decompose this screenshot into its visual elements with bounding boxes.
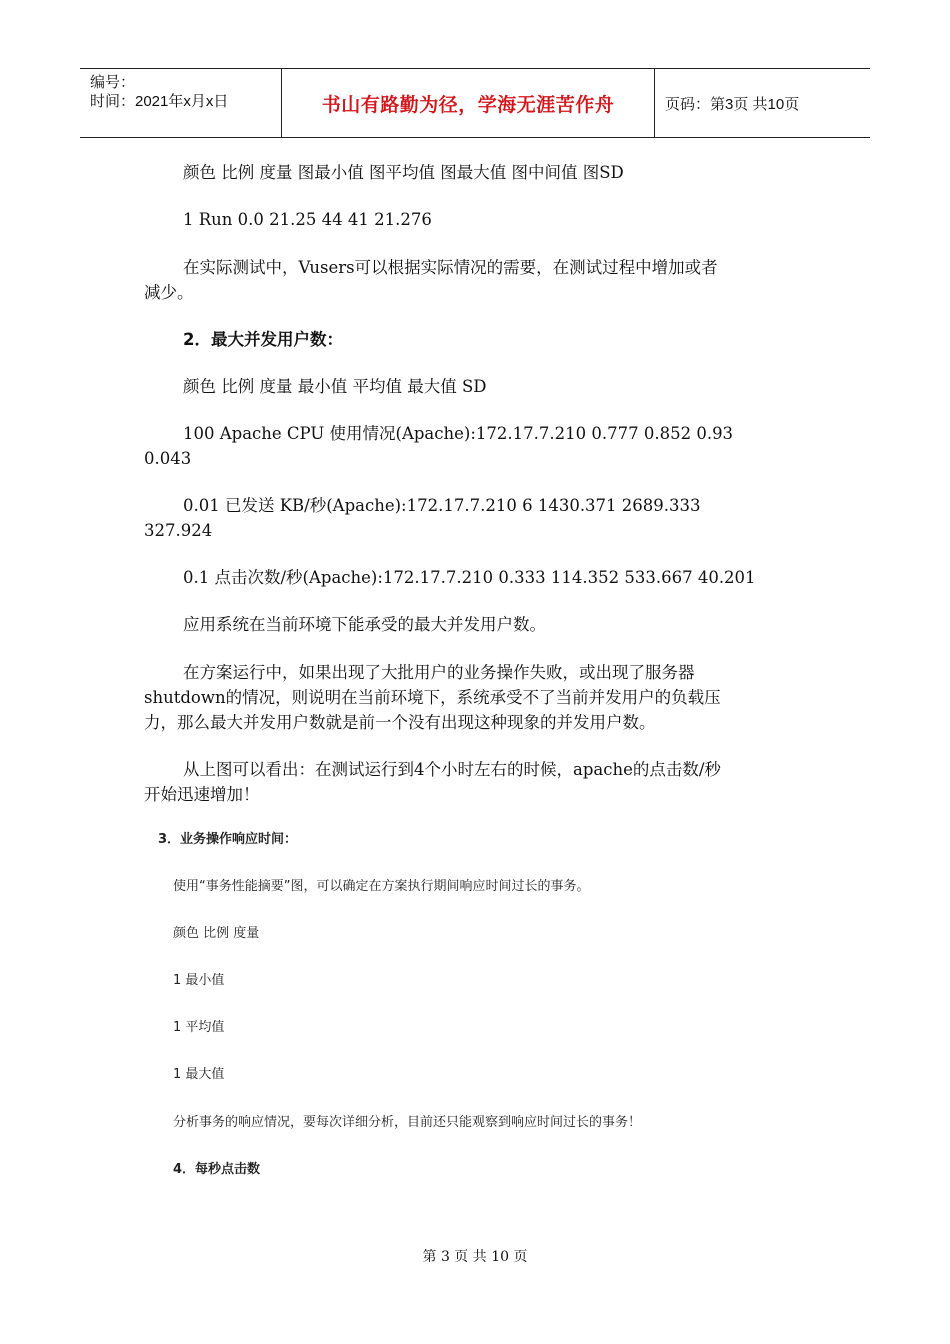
body-line: 0.1 点击次数/秒(Apache):172.17.7.210 0.333 114.352 533.667 40.201 [183, 568, 756, 587]
header-motto: 书山有路勤为径，学海无涯苦作舟 [321, 93, 615, 116]
body-line: 0.01 已发送 KB/秒(Apache):172.17.7.210 6 1430.371 2689.333 [183, 496, 701, 515]
page-footer: 第 3 页 共 10 页 [422, 1249, 528, 1265]
header-meta [90, 73, 228, 111]
body-paragraph: 力，那么最大并发用户数就是前一个没有出现这种现象的并发用户数。 [144, 713, 656, 732]
body-line: 1 Run 0.0 21.25 44 41 21.276 [183, 210, 432, 229]
body-line: 327.924 [144, 521, 213, 540]
body-line-small: 1 最小值 [173, 973, 225, 988]
section-heading: 4．每秒点击数 [173, 1162, 261, 1177]
body-paragraph: 减少。 [144, 283, 194, 302]
body-line: 颜色 比例 度量 最小值 平均值 最大值 SD [183, 377, 487, 396]
body-paragraph: 应用系统在当前环境下能承受的最大并发用户数。 [183, 615, 546, 634]
header-page-info: 页码：第3页 共10页 [665, 95, 800, 113]
section-heading: 3．业务操作响应时间： [158, 832, 298, 847]
header-divider [654, 69, 655, 137]
body-paragraph: 在方案运行中，如果出现了大批用户的业务操作失败，或出现了服务器 [183, 663, 695, 682]
section-heading: 2．最大并发用户数： [183, 330, 343, 349]
body-paragraph: 开始迅速增加！ [144, 785, 260, 804]
body-paragraph: shutdown的情况，则说明在当前环境下，系统承受不了当前并发用户的负载压 [144, 688, 721, 707]
body-line: 0.043 [144, 449, 192, 468]
body-line: 颜色 比例 度量 图最小值 图平均值 图最大值 图中间值 图SD [183, 163, 624, 182]
body-paragraph: 从上图可以看出：在测试运行到4个小时左右的时候，apache的点击数/秒 [183, 760, 721, 779]
body-line: 100 Apache CPU 使用情况(Apache):172.17.7.210 0.777 0.852 0.93 [183, 424, 734, 443]
header-time: 时间：2021年x月x日 [90, 93, 229, 110]
body-line-small: 1 最大值 [173, 1067, 225, 1082]
header-number: 编号： [90, 74, 136, 91]
body-line-small: 分析事务的响应情况，要每次详细分析，目前还只能观察到响应时间过长的事务！ [173, 1115, 642, 1130]
body-line-small: 使用“事务性能摘要”图，可以确定在方案执行期间响应时间过长的事务。 [173, 879, 590, 894]
body-line-small: 颜色 比例 度量 [173, 926, 260, 941]
page-header-table [80, 68, 870, 138]
body-paragraph: 在实际测试中，Vusers可以根据实际情况的需要，在测试过程中增加或者 [183, 258, 718, 277]
body-line-small: 1 平均值 [173, 1020, 225, 1035]
